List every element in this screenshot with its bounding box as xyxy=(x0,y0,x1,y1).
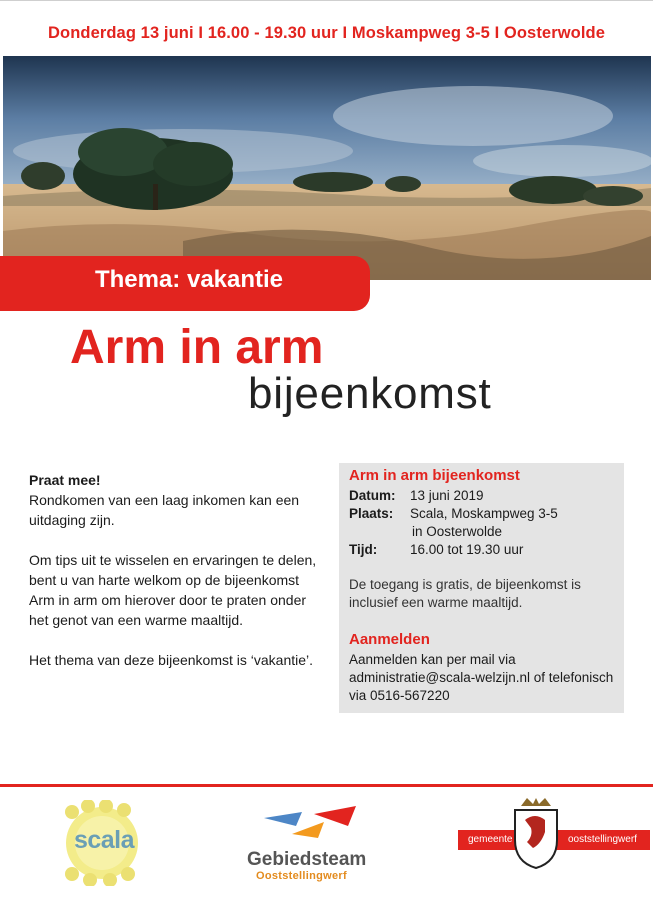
intro-text xyxy=(29,470,319,690)
info-row-datum xyxy=(349,487,484,505)
intro-lead: Praat mee! xyxy=(29,472,101,488)
info-row-plaats-2 xyxy=(412,523,502,541)
intro-paragraph-3: Het thema van deze bijeenkomst is ‘vakantie’. xyxy=(29,652,314,668)
landscape-image xyxy=(3,56,651,280)
top-border xyxy=(0,0,653,1)
intro-paragraph-2: Om tips uit te wisselen en ervaringen te delen, bent u van harte welkom op de bijeenkomst Arm in arm om hierover door te praten onder het genot van een warme maaltijd. xyxy=(29,552,317,628)
scala-logo-text: scala xyxy=(73,826,135,854)
info-title: Arm in arm bijeenkomst xyxy=(349,467,520,484)
tijd-label: Tijd: xyxy=(349,542,378,557)
aanmelden-title: Aanmelden xyxy=(349,631,430,648)
aanmelden-text: Aanmelden kan per mail via administratie@scala-welzijn.nl of telefonisch via 0516-567220 xyxy=(349,652,614,703)
intro-text-1: Rondkomen van een laag inkomen kan een uitdaging zijn. xyxy=(29,492,300,528)
plaats-value-2: in Oosterwolde xyxy=(412,524,503,539)
plaats-value: Scala, Moskampweg 3-5 xyxy=(410,506,558,521)
gebiedsteam-sub: Ooststellingwerf xyxy=(256,870,347,882)
info-row-tijd xyxy=(349,541,523,559)
datum-label: Datum: xyxy=(349,488,396,503)
title-main: Arm in arm xyxy=(70,321,324,374)
footer-divider xyxy=(0,784,653,787)
intro-paragraph-1 xyxy=(29,470,319,530)
tijd-value: 16.00 tot 19.30 uur xyxy=(410,542,524,557)
gebiedsteam-name: Gebiedsteam xyxy=(247,849,367,870)
datum-value: 13 juni 2019 xyxy=(410,488,484,503)
plaats-label: Plaats: xyxy=(349,506,394,521)
heathland-photo xyxy=(3,56,651,280)
gemeente-label: gemeente xyxy=(468,834,513,845)
municipal-crest-icon xyxy=(511,796,561,870)
title-sub: bijeenkomst xyxy=(248,369,492,418)
info-row-plaats xyxy=(349,505,558,523)
theme-label: Thema: vakantie xyxy=(94,266,284,293)
info-note: De toegang is gratis, de bijeenkomst is inclusief een warme maaltijd. xyxy=(349,577,581,610)
gebiedsteam-logo-icon xyxy=(262,804,358,850)
ooststellingwerf-label: ooststellingwerf xyxy=(568,834,637,845)
event-header: Donderdag 13 juni I 16.00 - 19.30 uur I Moskampweg 3-5 I Oosterwolde xyxy=(48,24,605,42)
